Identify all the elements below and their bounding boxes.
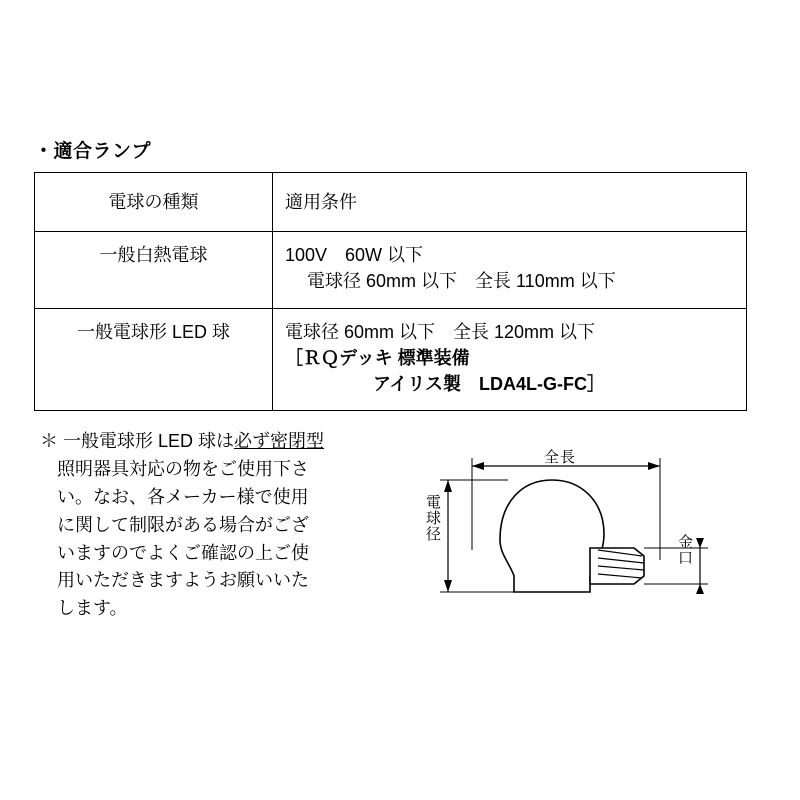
note-emphasis: 必ず密閉型 xyxy=(234,431,325,451)
note-line: に関して制限がある場合がござ xyxy=(57,514,309,535)
condition-line-equipment: ［ＲＱデッキ 標準装備 xyxy=(285,348,470,369)
note-line: します。 xyxy=(57,598,128,619)
condition-line: 100V 60W 以下 xyxy=(285,245,424,266)
label-bulb-diameter: 電球径 xyxy=(424,494,441,542)
note-line: いますのでよくご確認の上ご使 xyxy=(57,542,309,563)
header-label-conditions: 適用条件 xyxy=(285,192,357,212)
condition-list xyxy=(273,309,746,409)
lamp-type-label: 一般電球形 LED 球 xyxy=(76,322,231,343)
table-row xyxy=(35,232,747,309)
usage-note xyxy=(40,428,400,623)
arrow-head xyxy=(472,462,484,470)
lamp-type-label: 一般白熱電球 xyxy=(99,245,208,266)
condition-line: 電球径 60mm 以下 全長 110mm 以下 xyxy=(307,271,616,292)
header-label-type: 電球の種類 xyxy=(108,192,199,212)
arrow-head xyxy=(696,538,704,548)
table-header-cell-type xyxy=(35,173,273,232)
table-row xyxy=(35,309,747,410)
table-header-cell-conditions xyxy=(273,173,747,232)
bulb-dimension-diagram xyxy=(412,430,742,640)
page-title: ・適合ランプ xyxy=(34,141,152,162)
arrow-head xyxy=(696,584,704,594)
cell-conditions-led xyxy=(273,309,747,410)
cell-lamp-type-incandescent xyxy=(35,232,273,309)
cell-conditions-incandescent xyxy=(273,232,747,309)
bulb-glass-shape xyxy=(500,480,604,592)
label-overall-length: 全長 xyxy=(544,449,577,466)
arrow-head xyxy=(444,580,452,592)
table-header-row xyxy=(35,173,747,232)
label-base-size: 金口 xyxy=(676,534,693,566)
note-line: 照明器具対応の物をご使用下さ xyxy=(57,458,309,479)
arrow-head xyxy=(648,462,660,470)
condition-line: 電球径 60mm 以下 全長 120mm 以下 xyxy=(285,322,596,343)
note-line: ＊ 一般電球形 LED 球は必ず密閉型 xyxy=(40,431,325,451)
arrow-head xyxy=(444,480,452,492)
note-line: 用いただきますようお願いいた xyxy=(57,570,309,591)
note-line: い。なお、各メーカー様で使用 xyxy=(57,486,309,507)
condition-list xyxy=(273,232,746,308)
condition-line-model: アイリス製 LDA4L-G-FC］ xyxy=(373,374,606,395)
cell-lamp-type-led xyxy=(35,309,273,410)
compatible-lamp-table xyxy=(34,172,747,411)
